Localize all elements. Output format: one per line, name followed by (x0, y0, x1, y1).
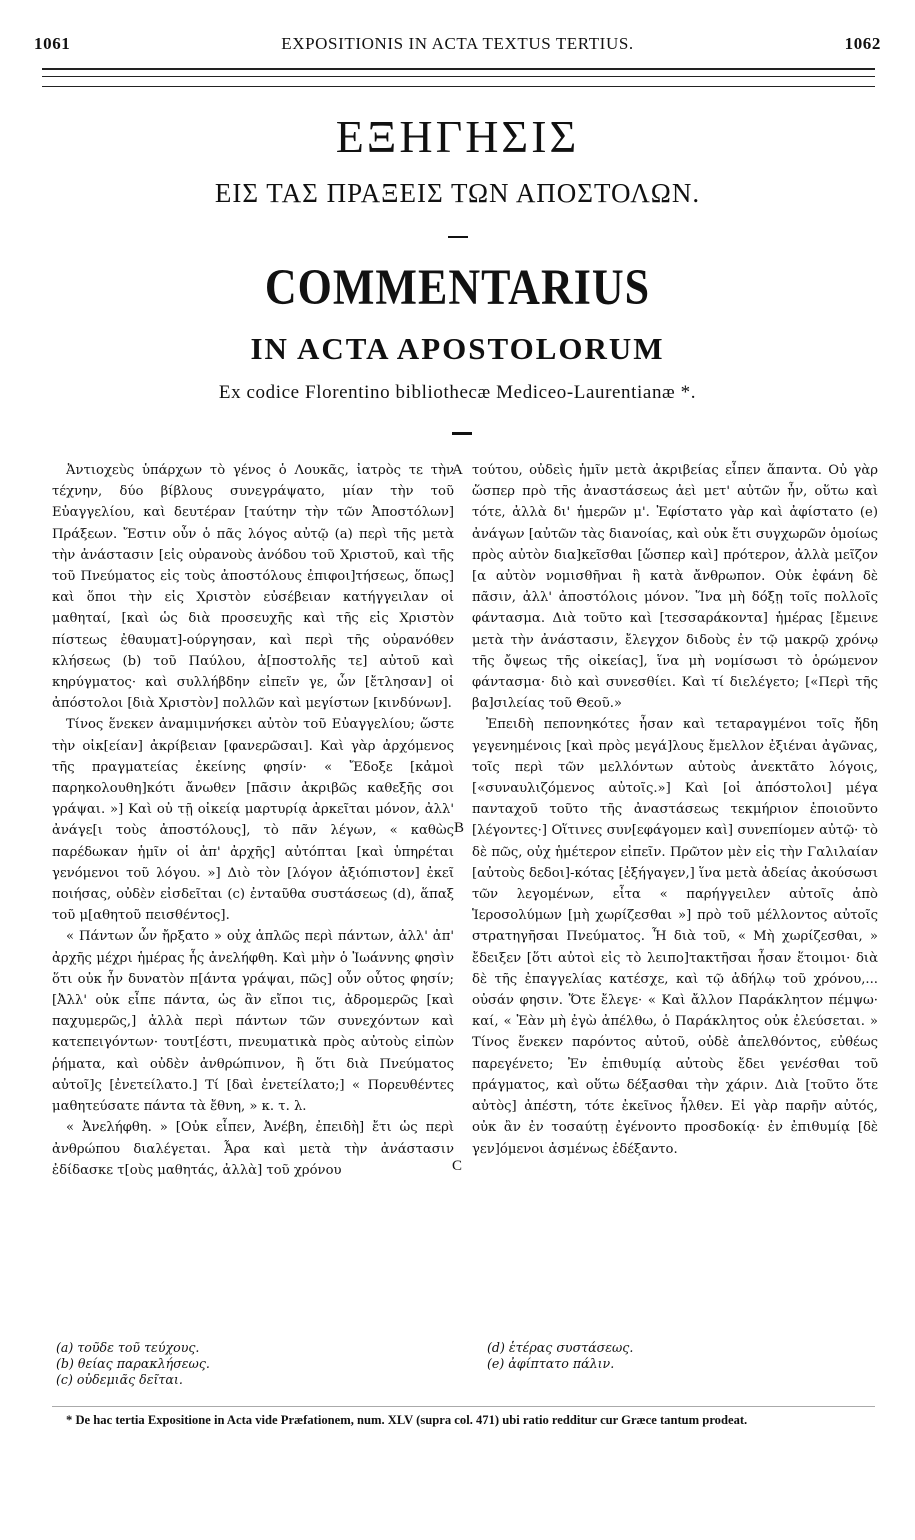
note-e: (e) ἀφίπτατο πάλιν. (487, 1356, 615, 1371)
note-c: (c) οὐδεμιᾶς δεῖται. (56, 1372, 183, 1387)
note-b: (b) θείας παρακλήσεως. (56, 1356, 210, 1371)
footnote: * De hac tertia Expositione in Acta vide Præfationem, num. XLV (supra col. 471) ubi ratio redditur cur Græce tantum prodeat. (66, 1413, 748, 1427)
latin-title: COMMENTARIUS (264, 259, 651, 316)
margin-marker-c: C (452, 1158, 463, 1174)
latin-subtitle: IN ACTA APOSTOLORUM (250, 331, 665, 366)
note-a: (a) τοῦδε τοῦ τεύχους. (56, 1340, 200, 1355)
left-paragraph-3: « Πάντων ὧν ἤρξατο » οὐχ ἁπλῶς περὶ πάντων, ἀλλ' ἀπ' ἀρχῆς μέχρι ἡμέρας ἧς ἀνελήφθη. Καὶ μὴν ὁ Ἰωάννης φησὶν ὅτι οὐκ ἦν δυνατὸν π[άντα γράψαι, πῶς] οὖν οὗτος φησίν; [Ἀλλ' οὐκ εἶπε πάντα, ὡς ἂν εἴποι τις, ἀδρομερῶς [καὶ παχυμερῶς,] ἀλλὰ περὶ πάντων τῶν συνεχόντων καὶ κατεπειγόντων· τουτ[έστι, πνευματικὰ πρὸς αὐτοὺς εἰπὼν ῥήματα, καὶ οὐδὲν ἀνθρώπινον, ἢ ὅτι διὰ Πνεύματος αὐτοῖ]ς [ἐνετείλατο.] Τί [δαὶ ἐνετείλατο;] « Πορευθέντες μαθητεύσατε πάντα τὰ ἔθνη, » κ. τ. λ. (52, 929, 454, 1115)
right-paragraph-1: τούτου, οὐδεὶς ἡμῖν μετὰ ἀκριβείας εἶπεν ἅπαντα. Οὐ γὰρ ὥσπερ πρὸ τῆς ἀναστάσεως ἀεὶ μετ' αὐτῶν ἦν, οὕτω καὶ τότε, ἀλλὰ δι' ἡμερῶν μ'. Ἐφίστατο γὰρ καὶ ἀφίστατο (e) ἀνάγων [αὐτῶν τὰς διανοίας, καὶ οὐκ ἔτι συγχωρῶν ὁμοίως πρὸς αὐτὸν δια]κεῖσθαι [ὥσπερ καὶ] πρότερον, ἀλλὰ μεῖζον [α αὐτὸν νομισθῆναι ἢ κατὰ ἄνθρωπον. Οὐκ ἐφάνη δὲ πᾶσιν, ἀλλ' ἀποστόλοις μόνον. Ἵνα μὴ δόξῃ τοῖς πολλοῖς φάντασμα. Διὰ τοῦτο καὶ [τεσσαράκοντα] ἡμέρας [ἔμεινε μετὰ τὴν ἀνάστασιν, ἔλεγχον διδοὺς ἐν τῷ μακρῷ χρόνῳ τῆς ὄψεως τῆς οἰκείας], ἵνα μὴ νομίσωσι τὸ ὁρώμενον φάντασμα· διὸ καὶ συνεσθίει. Καὶ τί διελέγετο; [«Περὶ τῆς βα]σιλείας τοῦ Θεοῦ.» (472, 463, 878, 712)
margin-marker-b: B (454, 820, 465, 836)
running-title: EXPOSITIONIS IN ACTA TEXTUS TERTIUS. (281, 34, 634, 53)
source-line: Ex codice Florentino bibliothecæ Mediceo-Laurentianæ *. (218, 382, 697, 403)
greek-subtitle: ΕΙΣ ΤΑΣ ΠΡΑΞΕΙΣ ΤΩΝ ΑΠΟΣΤΟΛΩΝ. (214, 178, 701, 208)
notes-left (56, 1340, 436, 1388)
right-paragraph-2: Ἐπειδὴ πεπονηκότες ἦσαν καὶ τεταραγμένοι τοῖς ἤδη γεγενημένοις [καὶ πρὸς μεγά]λους ἔμελλον ἐξιέναι ἀγῶνας, τοῖς περὶ τῶν μελλόντων αὐτοὺς ἀνεκτᾶτο λόγοις, [«συναυλιζόμενος αὐτοῖς.»] Καὶ [οἱ ἀπόστολοι] μέγα πανταχοῦ τοῦτο τῆς ἀναστάσεως τεκμήριον ἐποιοῦντο [λέγοντες·] Οἵτινες συν[εφάγομεν καὶ] συνεπίομεν αὐτῷ· τὸ δὲ πῶς, οὐχ ἡμέτερον εἰπεῖν. Πρῶτον μὲν εἰς τὴν Γαλιλαίαν [αὐτοὺς δεδοι]-κότας [ἐξήγαγεν,] ἵνα μετὰ ἀδείας ἀκούσωσι τῶν λεγομένων, εἶτα « παρήγγειλεν αὐτοῖς ἀπὸ Ἱεροσολύμων [μὴ χωρίζεσθαι »] πρὸ τοῦ μέλλοντος αὐτοῖς στρατηγῆσαι Πνεύματος. Ἦ διὰ τοῦ, « Μὴ χωρίζεσθαι, » ἔδειξεν [ὅτι αὐτοὶ εἰς τὸ λειπο]τακτῆσαι ἦσαν ἕτοιμοι· διὰ δὲ τῆς ἐπαγγελίας κατέσχε, καὶ τῷ ἀδήλῳ τοῦ χρόνου,... οὐσάν φησιν. Ὅτε ἔλεγε· « Καὶ ἄλλον Παράκλητον πέμψω· καί, « Ἐὰν μὴ ἐγὼ ἀπέλθω, ὁ Παράκλητος οὐκ ἐλεύσεται. » Τίνος ἕνεκεν παρόντος αὐτοῦ, οὐδὲ ἀπελθόντος, εὐθέως παρεγένετο; Ἐν ἐπιθυμίᾳ αὐτοὺς ἔδει γενέσθαι τοῦ πράγματος, καὶ οὕτω δέξασθαι τὴν χάριν. Διὰ [τοῦτο ὅτε αὐτὸς] ἀπέστη, τότε ἐκεῖνος ἦλθεν. Εἰ γὰρ παρῆν αὐτός, οὐκ ἂν ἐν τοσαύτῃ ἐγένοντο προσδοκίᾳ· ἐν ἐπιθυμίᾳ [δὲ γεν]όμενοι ἀσμένως ἐδέξαντο. (472, 717, 878, 1157)
left-paragraph-2: Τίνος ἕνεκεν ἀναμιμνήσκει αὐτὸν τοῦ Εὐαγγελίου; ὥστε τὴν οἰκ[είαν] ἀκρίβειαν [φανερῶσαι]. Καὶ γὰρ ἀρχόμενος τῆς πραγματείας ἐκείνης φησίν· « Ἔδοξε [κἀμοὶ παρηκολουθη]κότι ἄνωθεν [πᾶσιν ἀκριβῶς καθεξῆς σοι γράψαι. »] Καὶ οὐ τῇ οἰκείᾳ μαρτυρίᾳ ἀρκεῖται μόνον, ἀλλ' ἀνάγε[ι τοὺς ἀποστόλους], τὸ πᾶν λέγων, « καθὼς παρέδωκαν ἡμῖν οἱ ἀπ' ἀρχῆς] αὐτόπται [καὶ ὑπηρέται γενόμενοι τοῦ λόγου. »] Διὸ τὸν [λόγον ἀξιόπιστον] ἐκεῖ ποιήσας, οὐδὲν εἰσδεῖται (c) ἐνταῦθα συστάσεως (d), ἅπαξ τοῦ μ[αθητοῦ πεισθέντος]. (52, 717, 454, 924)
running-header (34, 34, 881, 60)
section-dash (452, 432, 472, 435)
left-column (52, 460, 454, 1181)
header-rule-thick (42, 68, 875, 70)
left-paragraph-4: « Ἀνελήφθη. » [Οὐκ εἶπεν, Ἀνέβη, ἐπειδὴ] ἔτι ὡς περὶ ἀνθρώπου διαλέγεται. Ἆρα καὶ μετὰ τὴν ἀνάστασιν ἐδίδασκε τ[οὺς μαθητάς, ἀλλὰ] τοῦ χρόνου (52, 1120, 454, 1178)
footnote-rule (52, 1406, 875, 1407)
header-rule-lower (42, 86, 875, 87)
margin-marker-a: A (452, 462, 463, 478)
right-column (472, 460, 878, 1160)
greek-title: ΕΞΗΓΗΣΙΣ (335, 111, 580, 162)
header-rule-thin (42, 76, 875, 77)
left-paragraph-1: Ἀντιοχεὺς ὑπάρχων τὸ γένος ὁ Λουκᾶς, ἰατρὸς τε τὴν τέχνην, δύο βίβλους συνεγράψατο, μίαν τὴν τοῦ Εὐαγγελίου, καὶ δευτέραν [ταύτην τὴν τῶν Ἀποστόλων] Πράξεων. Ἔστιν οὖν ὁ πᾶς λόγος αὐτῷ (a) περὶ τῆς μετὰ τὴν ἀνάστασιν [εἰς οὐρανοὺς ἀνόδου τοῦ Χριστοῦ, καὶ τῆς τοῦ Πνεύματος εἰς τοὺς ἀποστόλους ἐπιφοι]τήσεως, ὅπως] καὶ ὅποι τὴν εἰς Χριστὸν εὐσέβειαν κατήγγειλαν οἱ μαθηταί, [καὶ ὡς διὰ προσευχῆς καὶ τῆς εἰς Χριστὸν πίστεως ἐθαυματ]-ούργησαν, καὶ περὶ τῆς οὐρανόθεν κλήσεως (b) τοῦ Παύλου, ἀ[ποστολῆς τε] αὐτοῦ καὶ κηρύγματος· καὶ συλλήβδην εἰπεῖν γε, ὧν [ἔτλησαν] οἱ ἀπόστολοι [διὰ Χριστὸν] πολλῶν καὶ μεγίστων [κινδύνων]. (52, 463, 454, 712)
title-dash (448, 236, 468, 238)
page-number-left: 1061 (34, 34, 71, 53)
notes-right (487, 1340, 867, 1372)
note-d: (d) ἑτέρας συστάσεως. (487, 1340, 634, 1355)
page-number-right: 1062 (844, 34, 881, 53)
